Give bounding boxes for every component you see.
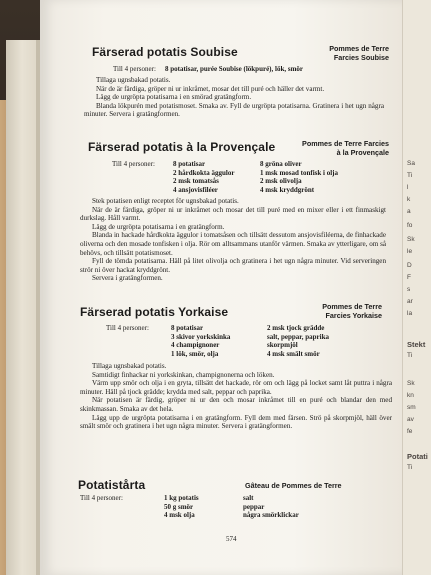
persons-soubise: Till 4 personer: — [113, 65, 156, 73]
facing-page-fragment: k — [407, 196, 411, 203]
ingredients-yorkaise-col1: 8 potatisar 3 skivor yorkskinka 4 champignoner 1 lök, smör, olja — [171, 324, 231, 358]
facing-page-fragment: la — [407, 310, 413, 317]
french-title-provencale: Pommes de Terre Farcies à la Provençale — [302, 139, 389, 157]
facing-page-fragment: kn — [407, 392, 414, 399]
facing-page-fragment: a — [407, 208, 411, 215]
facing-page-fragment: s — [407, 286, 411, 293]
recipe-title-potatistarta: Potatistårta — [78, 478, 146, 492]
page-content — [40, 0, 402, 575]
facing-page-fragment: fe — [407, 428, 413, 435]
page-number: 574 — [226, 535, 237, 543]
french-title-soubise: Pommes de Terre Farcies Soubise — [329, 44, 389, 62]
ingredients-potatistarta-col2: salt peppar några smörklickar — [243, 494, 299, 520]
facing-page-fragment: le — [407, 248, 413, 255]
facing-page-fragment: Ti — [407, 464, 413, 471]
facing-page-fragment: Ti — [407, 352, 413, 359]
method-yorkaise: Tillaga ugnsbakad potatis. Samtidigt finhackar ni yorkskinkan, champignonerna och löken. Värm upp smör och olja i en gryta, tillsätt det hackade, rör om och lägg på locket samt låt puttra i några minuter. Häll på tjock grädde; krydda med salt, peppar och paprika. När potatisen är färdig, gröper ni ur den och mosar inkråmet till en puré och blandar den med skinkmassan. Smaka av det hela. Lägg upp de urgröpta potatisarna i en gratängform. Fyll dem med färsen. Strö på skorpmjöl, häll över smält smör och gratinera i het ugn några minuter. Servera i gratängformen. — [80, 362, 392, 431]
persons-yorkaise: Till 4 personer: — [106, 324, 149, 332]
facing-page-fragment: Stekt — [407, 340, 426, 349]
facing-page-fragment: fo — [407, 222, 413, 229]
ingredients-provencale-col2: 8 gröna oliver 1 msk mosad tonfisk i olja 2 msk olivolja 4 msk kryddgrönt — [260, 160, 338, 194]
facing-page-fragment: Sa — [407, 160, 415, 167]
method-soubise: Tillaga ugnsbakad potatis. När de är färdiga, gröper ni ur inkråmet, mosar det till puré och häller det varmt. Lägg de urgröpta potatisarna i en smörad gratängform. Blanda lökpurén med potatismoset. Smaka av. Fyll de urgröpta potatisarna. Gratinera i het ugn några minuter. Servera i gratängformen. — [84, 76, 384, 119]
facing-page-fragment: ar — [407, 298, 413, 305]
persons-potatistarta: Till 4 personer: — [80, 494, 123, 502]
facing-page-fragment: Ti — [407, 172, 413, 179]
recipe-title-yorkaise: Färserad potatis Yorkaise — [80, 305, 229, 319]
ingredients-yorkaise-col2: 2 msk tjock grädde salt, peppar, paprika skorpmjöl 4 msk smält smör — [267, 324, 329, 358]
facing-page-fragment: D — [407, 262, 412, 269]
facing-page-fragment: l — [407, 184, 409, 191]
recipe-title-soubise: Färserad potatis Soubise — [92, 45, 238, 59]
facing-page-fragment: Sk — [407, 380, 415, 387]
facing-page-fragment: Potati — [407, 452, 428, 461]
recipe-title-provencale: Färserad potatis à la Provençale — [88, 140, 276, 154]
french-title-yorkaise: Pommes de Terre Farcies Yorkaise — [322, 302, 382, 320]
facing-page-fragment: Sk — [407, 236, 415, 243]
persons-provencale: Till 4 personer: — [112, 160, 155, 168]
facing-page-fragment: sm — [407, 404, 416, 411]
facing-page-fragment: F — [407, 274, 411, 281]
ingredients-provencale-col1: 8 potatisar 2 hårdkokta äggulor 2 msk tomatsås 4 ansjovisfiléer — [173, 160, 235, 194]
ingredients-potatistarta-col1: 1 kg potatis 50 g smör 4 msk olja — [164, 494, 199, 520]
method-provencale: Stek potatisen enligt receptet för ugnsbakad potatis. När de är färdiga, gröper ni ur inkråmet och mosar det till puré med en mixer eller i ett finmaskigt durkslag. Håll varmt. Lägg de urgröpta potatisarna i en gratängform. Blanda in hackade hårdkokta äggulor i tomatsåsen och tillsätt dessutom ansjovisfiléerna, de finhackade oliverna och den mosade tonfisken i olja. Rör om alltsammans utanför värmen. Smaka av ytterligare, om så behövs, och tillsätt potatismoset. Fyll de tömda potatisarna. Häll på litet olivolja och gratinera i het ugn några minuter. Vid serveringen strör ni över hackat kryddgrönt. Servera i gratängformen. — [80, 197, 386, 283]
french-title-potatistarta: Gâteau de Pommes de Terre — [245, 481, 342, 490]
ingredients-soubise: 8 potatisar, purée Soubise (lökpuré), lök, smör — [165, 65, 304, 73]
facing-page-fragment: av — [407, 416, 414, 423]
facing-page — [402, 0, 431, 575]
